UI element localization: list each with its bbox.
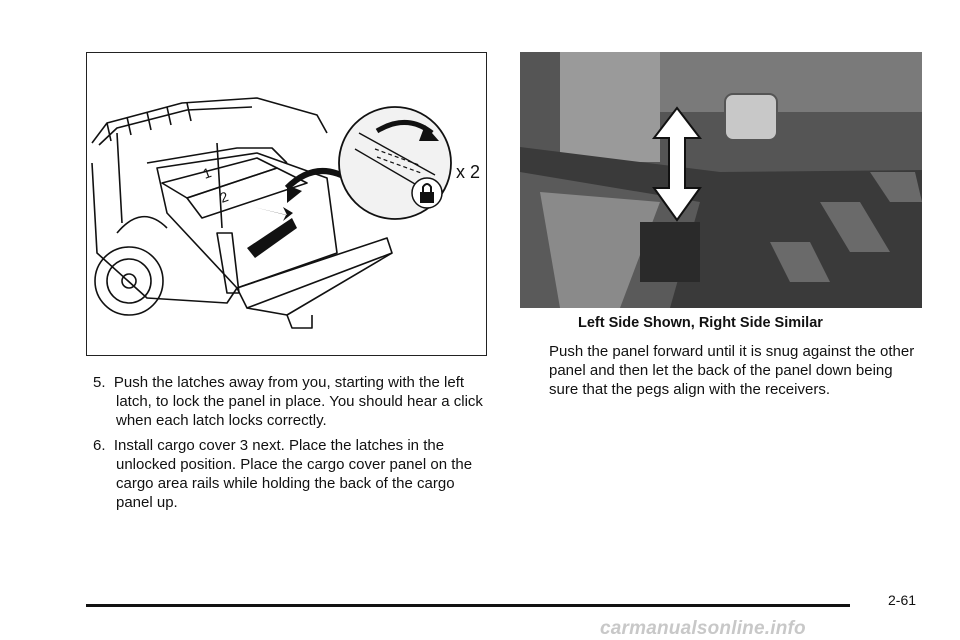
latch-photo [520,52,922,308]
cargo-cover-illustration [86,52,487,356]
page-number: 2-61 [888,592,917,608]
step-5 [93,373,485,430]
step-number: 6. [93,437,106,454]
watermark: carmanualsonline.info [600,618,806,639]
footer-rule [86,604,850,607]
latch-photo-drawing [520,52,922,308]
step-number: 5. [93,374,106,391]
svg-text:1: 1 [200,164,214,182]
multiplier-label: x 2 [456,162,481,182]
truck-line-art [87,53,487,356]
step-6 [93,436,485,512]
step-text: Push the latches away from you, starting with the left latch, to lock the panel in place. You should hear a click when each latch locks correctly. [113,374,483,429]
step-text: Install cargo cover 3 next. Place the latches in the unlocked position. Place the cargo cover panel on the cargo area rails while holding the back of the cargo panel up. [113,437,473,511]
right-paragraph: Push the panel forward until it is snug against the other panel and then let the back of the panel down being sure that the pegs align with the receivers. [549,343,915,398]
photo-caption: Left Side Shown, Right Side Similar [578,315,823,331]
svg-text:2: 2 [217,188,231,206]
